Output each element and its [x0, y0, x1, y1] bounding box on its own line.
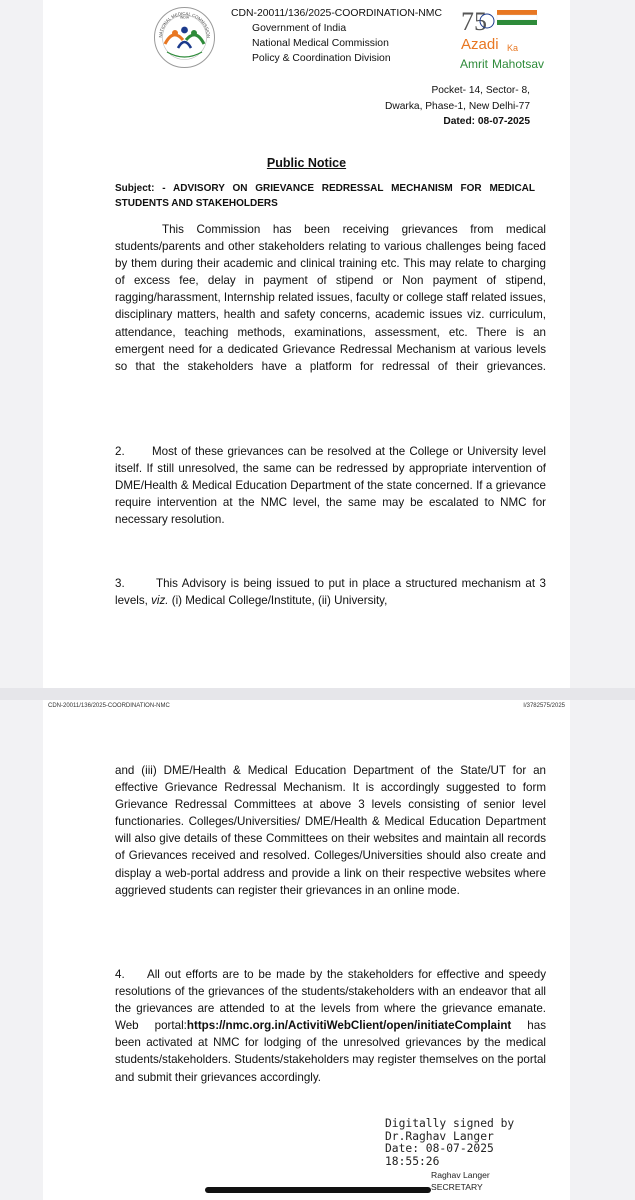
signature-line-2: Dr.Raghav Langer [385, 1129, 494, 1143]
paragraph-2 [115, 443, 546, 528]
portal-link[interactable]: https://nmc.org.in/ActivitiWebClient/open/initiateComplaint [186, 1019, 512, 1033]
signature-line-1: Digitally signed by [385, 1117, 515, 1130]
page-header-strip [48, 703, 565, 715]
signature-line-3: Date: 08-07-2025 [385, 1142, 494, 1155]
emblem-sub-text: INDIA [179, 15, 190, 20]
signer-block [431, 1169, 490, 1193]
address-line-1: Pocket- 14, Sector- 8, [431, 85, 530, 96]
letter-header [231, 6, 442, 66]
signer-title: SECRETARY [431, 1182, 483, 1192]
dated-line: Dated: 08-07-2025 [443, 116, 530, 127]
mahotsav-word: Mahotsav [492, 57, 545, 71]
strip-file-number: I/3782575/2025 [523, 703, 565, 709]
paragraph-3-number: 3. [115, 577, 125, 590]
azadi-word: Azadi [461, 36, 499, 53]
strip-reference: CDN-20011/136/2025-COORDINATION-NMC [48, 703, 170, 709]
page-separator [0, 688, 635, 700]
paragraph-4 [115, 966, 546, 1086]
paragraph-3 [115, 575, 546, 609]
paragraph-4-number: 4. [115, 968, 125, 981]
paragraph-3-text-a: This Advisory is being issued to put in place a structured mechanism at 3 levels, [115, 577, 546, 608]
nmc-emblem-icon [153, 6, 216, 69]
division-line: Policy & Coordination Division [252, 53, 391, 64]
azadi-ka-amrit-mahotsav-logo [457, 4, 549, 74]
govt-line: Government of India [252, 23, 347, 34]
azadi-number: 75 [461, 7, 487, 36]
office-address [385, 83, 530, 130]
commission-line: National Medical Commission [252, 38, 389, 49]
reference-number: CDN-20011/136/2025-COORDINATION-NMC [231, 8, 442, 19]
paragraph-4-text-b: has been activated at NMC for lodging of the unresolved grievances by the medical students/stakeholders. Students/stakeholders may register themselves on the portal and submit their grievances accordingly. [115, 1019, 546, 1084]
paragraph-3-text-b: (i) Medical College/Institute, (ii) University, [168, 594, 388, 608]
paragraph-3-viz: viz. [151, 594, 169, 608]
amrit-word: Amrit [460, 57, 488, 71]
emblem-ring-text: NATIONAL MEDICAL COMMISSION [157, 10, 212, 39]
paragraph-1: This Commission has been receiving grievances from medical students/parents and other stakeholders relating to various challenges being faced by them during their academic and clinical training etc. This may relate to charging of excess fee, delay in payment of stipend or Non payment of stipend, ragging/harassment, Internship related issues, faculty or college staff related issues, disciplinary matters, health and safety concerns, academic issues viz. curriculum, attendance, teaching methods, examinations, assessment, etc. There is an emergent need for a dedicated Grievance Redressal Mechanism at various levels so that the stakeholders have a platform for redressal of their grievances. [115, 223, 546, 373]
home-indicator[interactable] [205, 1187, 431, 1193]
azadi-ka: Ka [507, 43, 519, 53]
subject-line: Subject: - ADVISORY ON GRIEVANCE REDRESSAL MECHANISM FOR MEDICAL STUDENTS AND STAKEHOLDERS [115, 183, 535, 209]
signer-name: Raghav Langer [431, 1170, 490, 1180]
page-title: Public Notice [266, 156, 347, 170]
digital-signature [385, 1118, 514, 1168]
address-line-2: Dwarka, Phase-1, New Delhi-77 [385, 100, 530, 112]
paragraph-2-number: 2. [115, 445, 125, 458]
paragraph-3-continued: and (iii) DME/Health & Medical Education Department of the State/UT for an effective Grievance Redressal Mechanism. It is accordingly suggested to form Grievance Redressal Committees at above 3 levels consisting of senior level functionaries. Colleges/Universities/ DME/Health & Medical Education Department will also give details of these Committees on their websites and maintain all records of Grievances received and resolved. Colleges/Universities should also create and display a web-portal address and provide a link on their respective websites where aggrieved students can register their grievances in an online mode. [115, 764, 546, 897]
paragraph-2-text: Most of these grievances can be resolved at the College or University level itself. If still unresolved, the same can be redressed by appropriate intervention of DME/Health & Medical Education Department of the state concerned. If a grievance require intervention at the NMC level, the same may be escalated to NMC for necessary resolution. [115, 445, 546, 527]
document-page-1 [43, 0, 570, 688]
paragraph-4-text-a: All out efforts are to be made by the stakeholders for effective and speedy resolutions of the grievances of the students/stakeholders with an endeavor that all the grievances are attended to at the levels from where the grievance emanate. Web portal: [115, 968, 546, 1033]
signature-line-4: 18:55:26 [385, 1154, 440, 1168]
